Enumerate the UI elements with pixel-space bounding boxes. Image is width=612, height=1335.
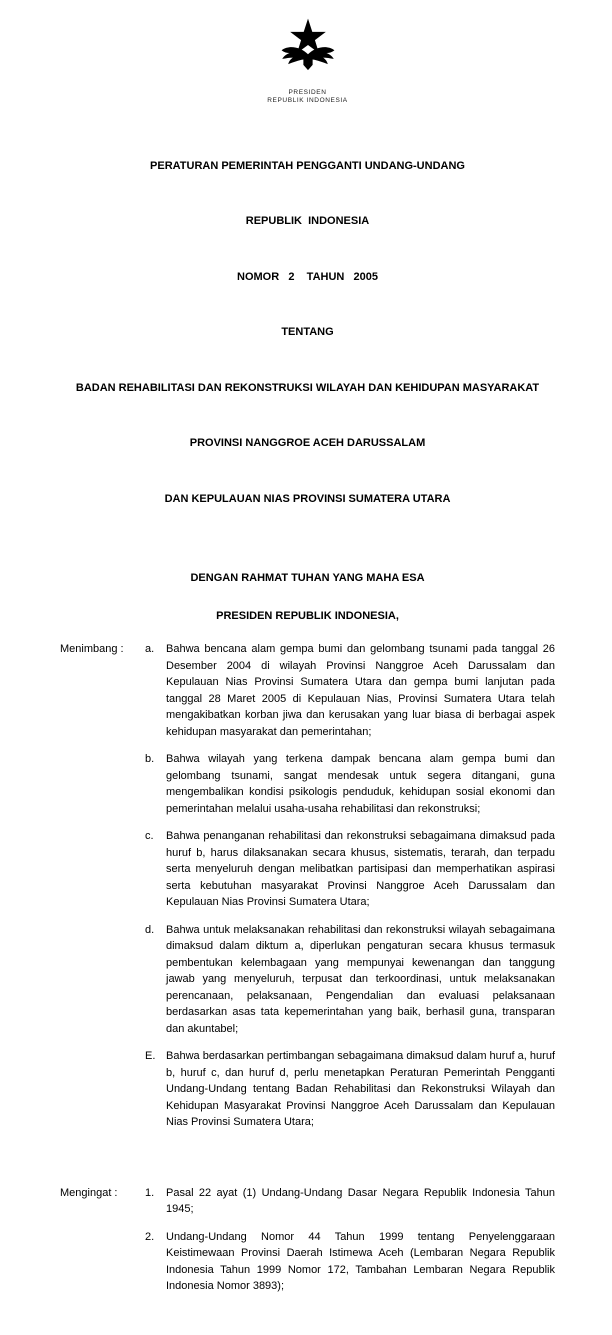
mengingat-items xyxy=(145,1185,555,1295)
title-line-4: TENTANG xyxy=(281,326,334,339)
item-marker: d. xyxy=(145,923,155,936)
mengingat-label: Mengingat : xyxy=(60,1186,118,1199)
item-text: Undang-Undang Nomor 44 Tahun 1999 tentang Penyelenggaraan Keistimewaan Provinsi Daerah Istimewa Aceh (Lembaran Negara Republik Indonesia Tahun 1999 Nomor 172, Tambahan Lembaran Negara Republik Indonesia Nomor 3893); xyxy=(166,1230,555,1293)
menimbang-items xyxy=(145,641,555,1131)
item-marker: 1. xyxy=(145,1186,155,1199)
invocation-line: DENGAN RAHMAT TUHAN YANG MAHA ESA xyxy=(190,572,425,585)
list-item xyxy=(145,1048,555,1131)
emblem-caption-line1: PRESIDEN xyxy=(288,89,327,96)
list-item xyxy=(145,828,555,911)
title-line-2: REPUBLIK INDONESIA xyxy=(245,215,370,228)
title-line-1: PERATURAN PEMERINTAH PENGGANTI UNDANG-UNDANG xyxy=(150,159,465,172)
title-line-5: BADAN REHABILITASI DAN REKONSTRUKSI WILAYAH DAN KEHIDUPAN MASYARAKAT xyxy=(75,381,540,394)
title-line-6: PROVINSI NANGGROE ACEH DARUSSALAM xyxy=(189,437,426,450)
item-text: Pasal 22 ayat (1) Undang-Undang Dasar Negara Republik Indonesia Tahun 1945; xyxy=(166,1186,555,1216)
presidential-seal-icon xyxy=(275,16,341,82)
document-title xyxy=(60,120,555,546)
title-line-3: NOMOR 2 TAHUN 2005 xyxy=(237,270,378,283)
list-item xyxy=(145,641,555,740)
list-item xyxy=(145,751,555,817)
menimbang-section xyxy=(60,641,555,1131)
item-text: Bahwa penanganan rehabilitasi dan rekonstruksi sebagaimana dimaksud pada huruf b, harus dilaksanakan secara khusus, sistematis, terarah, dan terpadu serta menyeluruh dengan melibatkan partisipasi dan memperhatikan aspirasi serta kebutuhan masyarakat Provinsi Nanggroe Aceh Darussalam dan Kepulauan Nias Provinsi Sumatera Utara; xyxy=(166,830,555,909)
item-marker: a. xyxy=(145,643,155,656)
authority-line: PRESIDEN REPUBLIK INDONESIA, xyxy=(216,610,399,623)
item-text: Bahwa bencana alam gempa bumi dan gelombang tsunami pada tanggal 26 Desember 2004 di wilayah Provinsi Nanggroe Aceh Darussalam dan Kepulauan Nias Provinsi Sumatera Utara dan gempa bumi lanjutan pada tanggal 28 Maret 2005 di Kepulauan Nias, Provinsi Sumatera Utara telah mengakibatkan korban jiwa dan kerusakan yang luar biasa di berbagai aspek kehidupan masyarakat dan pemerintahan; xyxy=(166,643,555,738)
item-marker: c. xyxy=(145,830,154,843)
state-emblem xyxy=(60,16,555,87)
title-line-7: DAN KEPULAUAN NIAS PROVINSI SUMATERA UTARA xyxy=(164,492,451,505)
item-marker: 2. xyxy=(145,1230,155,1243)
mengingat-section xyxy=(60,1185,555,1295)
emblem-caption-line2: REPUBLIK INDONESIA xyxy=(267,97,348,105)
item-marker: E. xyxy=(145,1050,156,1063)
emblem-caption xyxy=(60,89,555,106)
list-item xyxy=(145,1185,555,1218)
list-item xyxy=(145,1229,555,1295)
item-text: Bahwa wilayah yang terkena dampak bencana alam gempa bumi dan gelombang tsunami, sangat mendesak untuk segera ditangani, guna mengembalikan kondisi psikologis penduduk, kehidupan sosial ekonomi dan pemerintahan melalui usaha-usaha rehabilitasi dan rekonstruksi; xyxy=(166,753,555,815)
list-item xyxy=(145,922,555,1038)
menimbang-label: Menimbang : xyxy=(60,643,124,656)
item-marker: b. xyxy=(145,753,155,766)
item-text: Bahwa berdasarkan pertimbangan sebagaimana dimaksud dalam huruf a, huruf b, huruf c, dan huruf d, perlu menetapkan Peraturan Pemerintah Pengganti Undang-Undang tentang Badan Rehabilitasi dan Rekonstruksi Wilayah dan Kehidupan Masyarakat Provinsi Nanggroe Aceh Darussalam dan Kepulauan Nias Provinsi Sumatera Utara; xyxy=(166,1050,555,1129)
item-text: Bahwa untuk melaksanakan rehabilitasi dan rekonstruksi wilayah sebagaimana dimaksud dalam diktum a, diperlukan pengaturan secara khusus termasuk pembentukan kelembagaan yang mempunyai kewenangan dan tanggung jawab yang menyeluruh, terpusat dan terkoordinasi, untuk melaksanakan perencanaan, pelaksanaan, Pengendalian dan evaluasi pelaksanaan berdasarkan asas tata kepemerintahan yang baik, berhasil guna, transparan dan akuntabel; xyxy=(166,923,555,1035)
